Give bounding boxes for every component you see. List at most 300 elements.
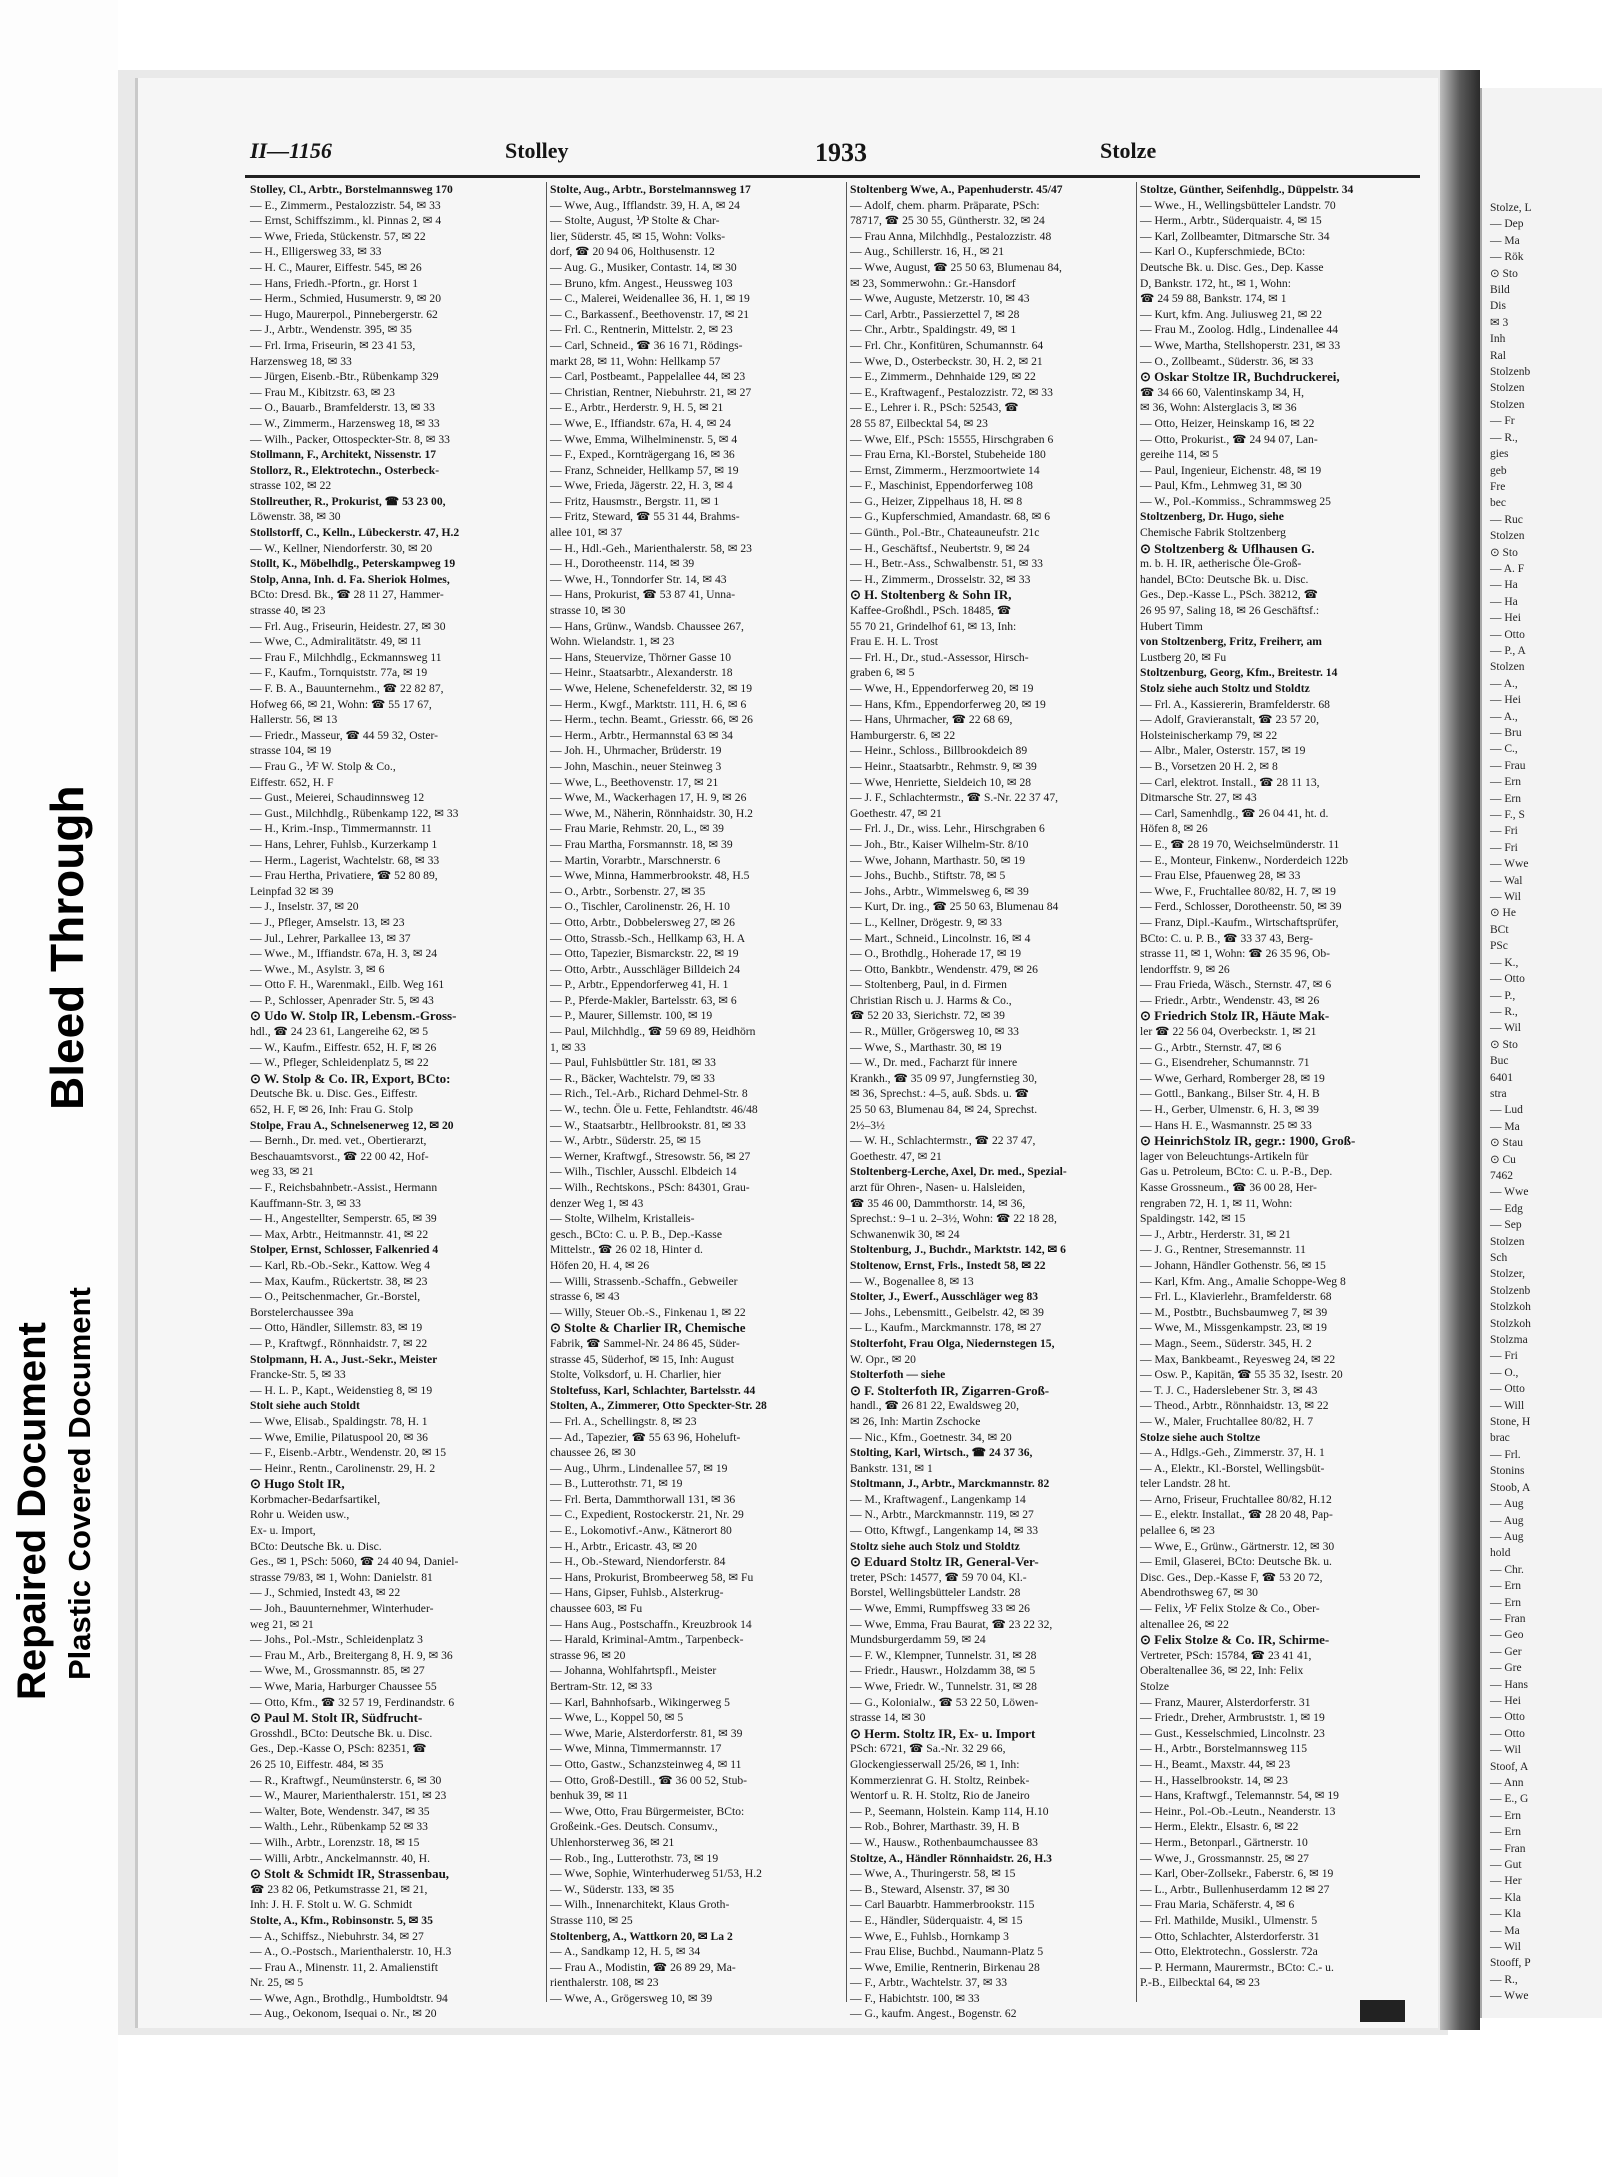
directory-entry-line: strasse 6, ✉ 43 (550, 1290, 620, 1304)
directory-entry-line: — Herm., Schmied, Husumerstr. 9, ✉ 20 (250, 292, 442, 306)
directory-entry-line: — O., Brothdlg., Hoherade 17, ✉ 19 (850, 947, 1022, 961)
directory-entry-line: ⊙ Stoltzenberg & Uflhausen G. (1140, 540, 1315, 556)
directory-entry-line: ✉ 23, Sommerwohn.: Gr.-Hansdorf (850, 276, 1016, 290)
neighbor-entry-line: — R., (1490, 431, 1518, 444)
directory-entry-line: PSch: 6721, ☎ Sa.-Nr. 32 29 66, (850, 1742, 1006, 1756)
directory-entry-line: ⊙ Herm. Stoltz IR, Ex- u. Import (850, 1725, 1036, 1741)
directory-entry-line: treter, PSch: 14577, ☎ 59 70 04, Kl.- (850, 1570, 1027, 1584)
directory-entry-line: — Wwe, H., Eppendorferweg 20, ✉ 19 (850, 682, 1034, 695)
directory-entry-line: — Johanna, Wohlfahrtspfl., Meister (550, 1664, 717, 1678)
directory-entry-line: Stoltefuss, Karl, Schlachter, Bartelsstr. 44 (550, 1383, 756, 1397)
directory-entry-line: — Max, Arbtr., Heitmannstr. 41, ✉ 22 (250, 1227, 429, 1241)
directory-entry-line: Stolp, Anna, Inh. d. Fa. Sheriok Holmes, (250, 572, 450, 586)
directory-entry-line: ☎ 23 82 06, Petkumstrasse 21, ✉ 21, (250, 1882, 428, 1896)
neighbor-entry-line: geb (1490, 464, 1507, 477)
directory-entry-line: strasse 40, ✉ 23 (250, 604, 326, 618)
directory-entry-line: — Wwe., H., Wellingsbütteler Landstr. 70 (1140, 198, 1336, 212)
directory-entry-line: — Frl. Berta, Dammthorwall 131, ✉ 36 (550, 1492, 736, 1506)
directory-entry-line: — C., Malerei, Weidenallee 36, H. 1, ✉ 19 (550, 292, 750, 306)
directory-entry-line: — Harald, Kriminal-Amtm., Tarpenbeck- (550, 1633, 744, 1647)
directory-entry-line: — Carl Bauarbtr. Hammerbrookstr. 115 (850, 1898, 1035, 1912)
directory-entry-line: — Aug. G., Musiker, Contastr. 14, ✉ 30 (550, 260, 737, 274)
directory-entry-line: — Karl O., Kupferschmiede, BCto: (1140, 245, 1306, 259)
directory-entry-line: — Wwe, Auguste, Metzerstr. 10, ✉ 43 (850, 292, 1030, 306)
directory-entry-line: — J., Schmied, Instedt 43, ✉ 22 (250, 1586, 401, 1600)
directory-entry-line: ✉ 26, Inh: Martin Zschocke (850, 1414, 981, 1428)
directory-entry-line: rienthalerstr. 108, ✉ 23 (550, 1976, 659, 1990)
directory-entry-line: Sprechst.: 9–1 u. 2–3½, Wohn: ☎ 22 18 28, (850, 1212, 1057, 1226)
directory-entry-line: — Bruno, kfm. Angest., Heussweg 103 (550, 276, 733, 290)
directory-entry-line: allee 101, ✉ 37 (550, 526, 623, 540)
directory-entry-line: — Wwe, Minna, Hammerbrookstr. 48, H.5 (550, 869, 750, 883)
directory-entry-line: — F. W., Klempner, Tunnelstr. 31, ✉ 28 (850, 1648, 1037, 1662)
directory-entry-line: — Nic., Kfm., Goetnestr. 34, ✉ 20 (850, 1430, 1012, 1444)
directory-entry-line: strasse 102, ✉ 22 (250, 479, 332, 493)
directory-entry-line: Disc. Ges., Dep.-Kasse F, ☎ 53 20 72, (1140, 1570, 1323, 1584)
directory-entry-line: Bertram-Str. 12, ✉ 33 (550, 1680, 653, 1693)
directory-entry-line: — H., Zimmerm., Drosselstr. 32, ✉ 33 (850, 572, 1031, 586)
directory-entry-line: Stolper, Ernst, Schlosser, Falkenried 4 (250, 1243, 439, 1257)
directory-entry-line: — Wwe, E., Fuhlsb., Hornkamp 3 (850, 1929, 1009, 1943)
directory-entry-line: — Hans, Lehrer, Fuhlsb., Kurzerkamp 1 (250, 837, 438, 851)
directory-entry-line: — Wwe, Emma, Frau Baurat, ☎ 23 22 32, (850, 1617, 1053, 1631)
directory-entry-line: — W., Zimmerm., Harzensweg 18, ✉ 33 (250, 416, 440, 430)
directory-entry-line: Stoltze, Günther, Seifenhdlg., Düppelstr. 34 (1140, 183, 1354, 196)
directory-entry-line: — Johs., Buchb., Stiftstr. 78, ✉ 5 (850, 869, 1006, 883)
directory-entry-line: Stoltz siehe auch Stolz und Stoldtz (850, 1539, 1020, 1553)
directory-entry-line: — Wwe, D., Osterbeckstr. 30, H. 2, ✉ 21 (850, 354, 1043, 368)
neighbor-entry-line: — Ma (1490, 1120, 1520, 1133)
neighbor-entry-line: bec (1490, 497, 1506, 510)
directory-entry-line: — Otto, Groß-Destill., ☎ 36 00 52, Stub- (550, 1773, 748, 1787)
directory-entry-line: altenallee 26, ✉ 22 (1140, 1617, 1229, 1631)
directory-entry-line: — H., Ob.-Steward, Niendorferstr. 84 (550, 1555, 726, 1569)
neighbor-entry-line: — Ger (1490, 1645, 1522, 1658)
neighbor-entry-line: — A., (1490, 677, 1518, 690)
directory-entry-line: — E., elektr. Installat., ☎ 28 20 48, Pap- (1140, 1508, 1333, 1522)
directory-entry-line: — B., Lutterothstr. 71, ✉ 19 (550, 1477, 683, 1491)
directory-entry-line: Kauffmann-Str. 3, ✉ 33 (250, 1196, 361, 1210)
neighbor-entry-line: — Ma (1490, 1924, 1520, 1937)
neighbor-entry-line: — Aug (1490, 1514, 1524, 1527)
directory-entry-line: Eiffestr. 652, H. F (250, 775, 334, 789)
directory-entry-line: — G., Kupferschmied, Amandastr. 68, ✉ 6 (850, 510, 1051, 524)
directory-entry-line: — Wilh., Packer, Ottospeckter-Str. 8, ✉ 33 (250, 432, 450, 446)
directory-entry-line: Schwanenwik 30, ✉ 24 (850, 1227, 960, 1241)
neighbor-entry-line: Buc (1490, 1055, 1509, 1068)
neighbor-entry-line: — Geo (1490, 1629, 1524, 1642)
directory-entry-line: — Frau M., Arb., Breitergang 8, H. 9, ✉ 36 (250, 1648, 453, 1662)
directory-entry-line: Stollorz, R., Elektrotechn., Osterbeck- (250, 463, 440, 477)
directory-entry-line: — H., Arbtr., Borstelmannsweg 115 (1140, 1742, 1308, 1756)
directory-entry-line: Stoltzenburg, Georg, Kfm., Breitestr. 14 (1140, 666, 1338, 680)
neighbor-entry-line: — Dep (1490, 218, 1524, 231)
directory-entry-line: — W., Bogenallee 8, ✉ 13 (850, 1274, 974, 1288)
directory-entry-line: — F., Maschinist, Eppendorferweg 108 (850, 479, 1033, 493)
directory-entry-line: — Wwe, Gerhard, Romberger 28, ✉ 19 (1140, 1071, 1325, 1085)
neighbor-entry-line: Fre (1490, 480, 1506, 493)
directory-entry-line: — Frau Frieda, Wäsch., Sternstr. 47, ✉ 6 (1140, 978, 1332, 992)
directory-entry-line: — Paul, Fuhlsbüttler Str. 181, ✉ 33 (550, 1056, 716, 1070)
directory-entry-line: — Joh. H., Uhrmacher, Brüderstr. 19 (550, 744, 722, 758)
neighbor-entry-line: — Aug (1490, 1530, 1524, 1543)
neighbor-entry-line: — Gut (1490, 1859, 1522, 1872)
directory-entry-line: — C., Expedient, Rostockerstr. 21, Nr. 29 (550, 1508, 744, 1522)
directory-entry-line: — Karl, Zollbeamter, Ditmarsche Str. 34 (1140, 229, 1330, 243)
directory-entry-line: — Wwe, M., Grossmannstr. 85, ✉ 27 (250, 1664, 425, 1678)
spine-label-repaired: Repaired Document (10, 1322, 54, 1700)
directory-entry-line: — W., Dr. med., Facharzt für innere (850, 1056, 1018, 1070)
directory-entry-line: — H., Hasselbrookstr. 14, ✉ 23 (1140, 1773, 1288, 1787)
neighbor-entry-line: — Chr. (1490, 1563, 1524, 1576)
directory-entry-line: — M., Kraftwagenf., Langenkamp 14 (850, 1492, 1026, 1506)
neighbor-entry-line: — Hei (1490, 694, 1521, 707)
neighbor-entry-line: — Otto (1490, 628, 1525, 641)
directory-entry-line: — Jürgen, Eisenb.-Btr., Rübenkamp 329 (250, 370, 439, 384)
neighbor-entry-line: ⊙ Cu (1490, 1153, 1516, 1166)
directory-entry-line: — Wwe, A., Grögersweg 10, ✉ 39 (550, 1991, 713, 2005)
directory-entry-line: Inh: J. H. F. Stolt u. W. G. Schmidt (250, 1898, 413, 1912)
directory-entry-line: — P. Hermann, Maurermstr., BCto: C.- u. (1140, 1960, 1334, 1974)
directory-entry-line: Uhlenhorsterweg 36, ✉ 21 (550, 1835, 675, 1849)
directory-entry-line: ⊙ Felix Stolze & Co. IR, Schirme- (1140, 1632, 1330, 1648)
directory-entry-line: — O., Bauarb., Bramfelderstr. 13, ✉ 33 (250, 401, 435, 415)
directory-entry-line: Christian Risch u. J. Harms & Co., (850, 993, 1012, 1007)
neighbor-entry-line: — Frau (1490, 759, 1526, 772)
directory-entry-line: — Paul, Ingenieur, Eichenstr. 48, ✉ 19 (1140, 463, 1322, 477)
directory-entry-line: denzer Weg 1, ✉ 43 (550, 1196, 644, 1210)
directory-entry-line: — E., Arbtr., Herderstr. 9, H. 5, ✉ 21 (550, 401, 724, 415)
directory-entry-line: — W., Hausw., Rothenbaumchaussee 83 (850, 1835, 1038, 1849)
directory-entry-line: — Otto, Kfm., ☎ 32 57 19, Ferdinandstr. 6 (250, 1695, 455, 1709)
directory-entry-line: — Ernst, Zimmerm., Herzmoortwiete 14 (850, 463, 1040, 477)
directory-entry-line: m. b. H. IR, aetherische Öle-Groß- (1140, 557, 1302, 571)
directory-entry-line: — Martin, Vorarbtr., Marschnerstr. 6 (550, 853, 721, 867)
directory-entry-line: — Albr., Maler, Osterstr. 157, ✉ 19 (1140, 744, 1306, 758)
directory-entry-line: — Wwe, Otto, Frau Bürgermeister, BCto: (550, 1804, 745, 1818)
directory-entry-line: — F., Habichtstr. 100, ✉ 33 (850, 1991, 980, 2005)
directory-entry-line: — P., Pferde-Makler, Bartelsstr. 63, ✉ 6 (550, 993, 737, 1007)
neighbor-entry-line: — Otto (1490, 1727, 1525, 1740)
directory-entry-line: Lustberg 20, ✉ Fu (1140, 650, 1227, 664)
directory-entry-line: — G., kaufm. Angest., Bogenstr. 62 (850, 2007, 1017, 2021)
neighbor-entry-line: — Sep (1490, 1219, 1522, 1232)
directory-entry-line: — Paul, Kfm., Lehmweg 31, ✉ 30 (1140, 479, 1302, 493)
directory-entry-line: — Theod., Arbtr., Rönnhaidstr. 13, ✉ 22 (1140, 1399, 1329, 1413)
directory-entry-line: Stoltenow, Ernst, Frls., Instedt 58, ✉ 22 (850, 1258, 1046, 1272)
directory-entry-line: — Otto, Elektrotechn., Gosslerstr. 72a (1140, 1945, 1318, 1959)
directory-entry-line: Kaffee-Großhdl., PSch. 18485, ☎ (850, 604, 1012, 618)
neighbor-entry-line: — Ern (1490, 1826, 1521, 1839)
directory-entry-line: — Karl, Rb.-Ob.-Sekr., Kattow. Weg 4 (250, 1258, 431, 1272)
directory-entry-line: — O., Arbtr., Sorbenstr. 27, ✉ 35 (550, 884, 706, 898)
directory-entry-line: — Franz, Dipl.-Kaufm., Wirtschaftsprüfer, (1140, 915, 1339, 929)
directory-entry-line: — Wilh., Arbtr., Lorenzstr. 18, ✉ 15 (250, 1835, 420, 1849)
directory-entry-line: Höfen 20, H. 4, ✉ 26 (550, 1258, 650, 1272)
directory-entry-line: — Kurt, kfm. Ang. Juliusweg 21, ✉ 22 (1140, 307, 1323, 321)
neighbor-entry-line: — Lud (1490, 1104, 1523, 1117)
directory-entry-line: Stolze siehe auch Stoltze (1140, 1430, 1261, 1444)
neighbor-entry-line: Stolze, L (1490, 202, 1532, 214)
neighbor-entry-line: — Ma (1490, 234, 1520, 247)
directory-entry-line: — Herm., Elektr., Elsastr. 6, ✉ 22 (1140, 1820, 1299, 1834)
directory-entry-line: — Mart., Schneid., Lincolnstr. 16, ✉ 4 (850, 931, 1031, 945)
neighbor-entry-line: Stoof, A (1490, 1760, 1529, 1773)
page-year: 1933 (815, 138, 867, 167)
directory-entry-line: BCto: Deutsche Bk. u. Disc. (250, 1539, 382, 1553)
neighbor-entry-line: Stooff, P (1490, 1957, 1531, 1970)
directory-entry-line: — Wwe, Emmi, Rumpffsweg 33 ✉ 26 (850, 1602, 1030, 1616)
directory-entry-line: — Adolf, chem. pharm. Präparate, PSch: (850, 198, 1040, 212)
neighbor-entry-line: — Ern (1490, 1809, 1521, 1822)
neighbor-entry-line: — R., (1490, 1005, 1518, 1018)
directory-entry-line: — Frl. Irma, Friseurin, ✉ 23 41 53, (250, 338, 416, 352)
neighbor-entry-line: — Ern (1490, 776, 1521, 789)
directory-entry-line: Chemische Fabrik Stoltzenberg (1140, 526, 1286, 540)
directory-entry-line: — Frau M., Kibitzstr. 63, ✉ 23 (250, 385, 395, 399)
directory-entry-line: Kommerzienrat G. H. Stoltz, Reinbek- (850, 1773, 1030, 1787)
directory-entry-line: — W., Staatsarbtr., Hellbrookstr. 81, ✉ 33 (550, 1118, 746, 1132)
directory-entry-line: — Otto, Gastw., Schanzsteinweg 4, ✉ 11 (550, 1757, 742, 1771)
directory-entry-line: Stoltenberg Wwe, A., Papenhuderstr. 45/47 (850, 183, 1063, 196)
directory-entry-line: — Frau A., Modistin, ☎ 26 89 29, Ma- (550, 1960, 736, 1974)
neighbor-entry-line: — Gre (1490, 1662, 1522, 1675)
directory-entry-line: — Wwe, Elf., PSch: 15555, Hirschgraben 6 (850, 432, 1054, 446)
directory-entry-line: — W., Kaufm., Eiffestr. 652, H. F, ✉ 26 (250, 1040, 437, 1054)
neighbor-entry-line: gies (1490, 448, 1509, 461)
neighbor-entry-line: — Fri (1490, 825, 1518, 838)
directory-entry-line: ⊙ Friedrich Stolz IR, Häute Mak- (1140, 1008, 1330, 1024)
directory-entry-line: Ges., Dep.-Kasse O, PSch: 82351, ☎ (250, 1742, 427, 1756)
directory-entry-line: — Otto, Arbtr., Ausschläger Billdeich 24 (550, 962, 740, 976)
directory-entry-line: — Frau Anna, Milchhdlg., Pestalozzistr. 48 (850, 229, 1052, 243)
directory-entry-line: — Frl. A., Schellingstr. 8, ✉ 23 (550, 1414, 697, 1428)
directory-entry-line: — Otto, Prokurist., ☎ 24 94 07, Lan- (1140, 432, 1318, 446)
directory-entry-line: Stollreuther, R., Prokurist, ☎ 53 23 00, (250, 494, 446, 508)
directory-entry-line: — W., Arbtr., Süderstr. 25, ✉ 15 (550, 1134, 701, 1148)
directory-entry-line: — G., Eisendreher, Schumannstr. 71 (1140, 1056, 1310, 1070)
directory-entry-line: Stolley, Cl., Arbtr., Borstelmannsweg 170 (250, 183, 453, 196)
directory-entry-line: — Johann, Händler Gothenstr. 56, ✉ 15 (1140, 1258, 1326, 1272)
directory-entry-line: — Friedr., Masseur, ☎ 44 59 32, Oster- (250, 728, 438, 742)
neighbor-entry-line: — Otto (1490, 1711, 1525, 1724)
neighbor-entry-line: — E., G (1490, 1793, 1529, 1806)
directory-entry-line: 25 50 63, Blumenau 84, ✉ 24, Sprechst. (850, 1103, 1038, 1117)
directory-entry-line: — R., Müller, Grögersweg 10, ✉ 33 (850, 1025, 1019, 1039)
directory-entry-line: — A., Schiffsz., Niebuhrstr. 34, ✉ 27 (250, 1929, 424, 1943)
directory-entry-line: — Wwe, Henriette, Sieldeich 10, ✉ 28 (850, 775, 1032, 789)
directory-entry-line: Stoltenberg, A., Wattkorn 20, ✉ La 2 (550, 1929, 733, 1943)
directory-entry-line: — Max, Bankbeamt., Reyesweg 24, ✉ 22 (1140, 1352, 1336, 1366)
directory-entry-line: — M., Postbtr., Buchsbaumweg 7, ✉ 39 (1140, 1305, 1328, 1319)
neighbor-entry-line: Stonins (1490, 1465, 1525, 1478)
page-volume: II—1156 (250, 138, 332, 163)
directory-entry-line: Hamburgerstr. 6, ✉ 22 (850, 728, 956, 742)
directory-entry-line: Deutsche Bk. u. Disc. Ges., Dep. Kasse (1140, 260, 1324, 274)
neighbor-entry-line: — Wwe (1490, 858, 1529, 871)
directory-entry-line: — Frau F., Milchhdlg., Eckmannsweg 11 (250, 650, 442, 664)
directory-entry-line: — Heinr., Rentn., Carolinenstr. 29, H. 2 (250, 1461, 436, 1475)
spine-label-plastic: Plastic Covered Document (62, 1287, 97, 1680)
neighbor-entry-line: Bild (1490, 284, 1510, 297)
directory-entry-line: Mittelstr., ☎ 26 02 18, Hinter d. (550, 1243, 703, 1257)
directory-entry-line: — R., Bäcker, Wachtelstr. 79, ✉ 33 (550, 1071, 715, 1085)
directory-entry-line: — J., Pfleger, Amselstr. 13, ✉ 23 (250, 915, 405, 929)
neighbor-entry-line: hold (1490, 1547, 1511, 1560)
directory-entry-line: — Frl. H., Dr., stud.-Assessor, Hirsch- (850, 650, 1029, 664)
directory-entry-line: Stolte, Aug., Arbtr., Borstelmannsweg 17 (550, 183, 751, 196)
directory-entry-line: — Wwe, Emilie, Rentnerin, Birkenau 28 (850, 1960, 1040, 1974)
directory-entry-line: — Willi, Strassenb.-Schaffn., Gebweiler (550, 1274, 738, 1288)
directory-entry-line: Stolz siehe auch Stoltz und Stoldtz (1140, 682, 1310, 695)
directory-entry-line: — Hans, Friedh.-Pfortn., gr. Horst 1 (250, 276, 419, 290)
neighbor-entry-line: — Wil (1490, 1941, 1521, 1954)
directory-entry-line: — Hugo, Maurerpol., Pinnebergerstr. 62 (250, 307, 438, 321)
directory-entry-line: Oberaltenallee 36, ✉ 22, Inh: Felix (1140, 1664, 1304, 1678)
directory-entry-line: — P., Schlosser, Apenrader Str. 5, ✉ 43 (250, 993, 434, 1007)
directory-entry-line: lager von Beleuchtungs-Artikeln für (1140, 1149, 1309, 1163)
directory-entry-line: — Heinr., Pol.-Ob.-Leutn., Neanderstr. 13 (1140, 1804, 1336, 1818)
directory-entry-line: — Frau Erna, Kl.-Borstel, Stubeheide 180 (850, 448, 1046, 462)
neighbor-entry-line: 7462 (1490, 1169, 1513, 1182)
directory-entry-line: — A., Hdlgs.-Geh., Zimmerstr. 37, H. 1 (1140, 1446, 1325, 1460)
directory-entry-line: gesch., BCto: C. u. P. B., Dep.-Kasse (550, 1227, 722, 1241)
directory-entry-line: strasse 11, ✉ 1, Wohn: ☎ 26 35 96, Ob- (1140, 947, 1331, 961)
neighbor-entry-line: — Fr (1490, 415, 1515, 428)
directory-entry-line: Frau E. H. L. Trost (850, 635, 938, 649)
neighbor-entry-line: Stone, H (1490, 1416, 1531, 1429)
directory-entry-line: — Frl. L., Klavierlehr., Bramfelderstr. 68 (1140, 1290, 1332, 1304)
directory-entry-line: — Rob., Bohrer, Marthastr. 39, H. B (850, 1820, 1020, 1834)
directory-entry-line: — Osw. P., Kapitän, ☎ 55 35 32, Isestr. 20 (1140, 1368, 1343, 1382)
neighbor-entry-line: — Wil (1490, 1022, 1521, 1035)
directory-entry-line: lendorffstr. 9, ✉ 26 (1140, 962, 1230, 976)
directory-entry-line: — J. F., Schlachtermstr., ☎ S.-Nr. 22 37 47, (850, 791, 1059, 805)
directory-entry-line: — Wwe, Johann, Marthastr. 50, ✉ 19 (850, 853, 1026, 867)
neighbor-entry-line: — P., (1490, 989, 1516, 1002)
neighbor-entry-line: Sch (1490, 1252, 1508, 1264)
directory-entry-line: — Willi, Arbtr., Anckelmannstr. 40, H. (250, 1851, 430, 1865)
directory-entry-line: — Hans, Gipser, Fuhlsb., Alsterkrug- (550, 1586, 724, 1600)
directory-entry-line: — Frau Maria, Schäferstr. 4, ✉ 6 (1140, 1898, 1295, 1912)
directory-entry-line: Hofweg 66, ✉ 21, Wohn: ☎ 55 17 67, (250, 697, 432, 711)
directory-entry-line: — Wwe, M., Näherin, Rönnhaidstr. 30, H.2 (550, 806, 753, 820)
neighbor-entry-line: stra (1490, 1087, 1507, 1100)
directory-entry-line: — Wwe, Minna, Timmermannstr. 17 (550, 1742, 722, 1756)
directory-entry-line: lier, Süderstr. 45, ✉ 15, Wohn: Volks- (550, 229, 726, 243)
directory-entry-line: — Hans H. E., Wasmannstr. 25 ✉ 33 (1140, 1118, 1312, 1132)
directory-entry-line: — E., Lehrer i. R., PSch: 52543, ☎ (850, 401, 1019, 415)
neighbor-entry-line: — Kla (1490, 1908, 1521, 1921)
neighbor-entry-line: — K., (1490, 956, 1519, 969)
directory-entry-line: — N., Arbtr., Marckmannstr. 119, ✉ 27 (850, 1508, 1034, 1522)
directory-entry-line: Großeink.-Ges. Deutsch. Consumv., (550, 1820, 718, 1834)
directory-entry-line: — W., Maurer, Marienthalerstr. 151, ✉ 23 (250, 1789, 447, 1803)
directory-entry-line: Grosshdl., BCto: Deutsche Bk. u. Disc. (250, 1726, 433, 1740)
neighbor-entry-line: — Hei (1490, 612, 1521, 625)
directory-entry-line: — Stolte, Wilhelm, Kristalleis- (550, 1212, 695, 1226)
directory-entry-line: — Otto, Heizer, Heinskamp 16, ✉ 22 (1140, 416, 1315, 430)
neighbor-entry-line: — Bru (1490, 727, 1522, 739)
directory-entry-line: — Wwe, August, ☎ 25 50 63, Blumenau 84, (850, 260, 1062, 274)
directory-entry-line: — Wwe, Friedr. W., Tunnelstr. 31, ✉ 28 (850, 1680, 1037, 1693)
neighbor-entry-line: Stolzen (1490, 1235, 1525, 1248)
directory-entry-line: handel, BCto: Deutsche Bk. u. Disc. (1140, 572, 1309, 586)
directory-entry-line: — Aug., Schillerstr. 16, H., ✉ 21 (850, 245, 1004, 259)
directory-entry-line: — Wwe, Agn., Brothdlg., Humboldtstr. 94 (250, 1991, 448, 2005)
directory-entry-line: — Stolte, August, ⅟P Stolte & Char- (550, 214, 720, 228)
directory-entry-line: — W., Pol.-Kommiss., Schrammsweg 25 (1140, 494, 1331, 508)
directory-entry-line: — Bernh., Dr. med. vet., Obertierarzt, (250, 1134, 427, 1148)
column-divider (546, 182, 547, 2002)
neighbor-entry-line: — P., A (1490, 644, 1526, 657)
directory-entry-line: Stolt siehe auch Stoldt (250, 1399, 360, 1413)
directory-entry-line: — Herm., Kwgf., Marktstr. 111, H. 6, ✉ 6 (550, 697, 747, 711)
directory-entry-line: dorf, ☎ 20 94 06, Holthusenstr. 12 (550, 245, 715, 259)
directory-entry-line: — Gust., Milchhdlg., Rübenkamp 122, ✉ 33 (250, 806, 459, 820)
neighbor-entry-line: — Otto (1490, 1383, 1525, 1396)
directory-entry-line: — Wwe, S., Marthastr. 30, ✉ 19 (850, 1040, 1002, 1054)
directory-entry-line: — Frl. A., Kassiererin, Bramfelderstr. 68 (1140, 697, 1330, 711)
directory-entry-line: — W., Kellner, Niendorferstr. 30, ✉ 20 (250, 541, 433, 555)
directory-entry-line: — Wwe, E., Iffiandstr. 67a, H. 4, ✉ 24 (550, 416, 731, 430)
directory-entry-line: Fabrik, ☎ Sammel-Nr. 24 86 45, Süder- (550, 1336, 740, 1350)
neighbor-entry-line: — F., S (1490, 809, 1525, 822)
directory-entry-line: Hallerstr. 56, ✉ 13 (250, 713, 338, 727)
directory-entry-line: — H., Geschäftsf., Neubertstr. 9, ✉ 24 (850, 541, 1030, 555)
directory-entry-line: — E., Monteur, Finkenw., Norderdeich 122b (1140, 853, 1349, 867)
directory-entry-line: — E., Zimmerm., Pestalozzistr. 54, ✉ 33 (250, 198, 441, 212)
neighbor-entry-line: ✉ 3 (1490, 316, 1509, 329)
directory-entry-line: — Ferd., Schlosser, Dorotheenstr. 50, ✉ 39 (1140, 900, 1342, 914)
directory-entry-line: — A., Elektr., Kl.-Borstel, Wellingsbüt- (1140, 1461, 1325, 1475)
directory-entry-line: — F., Kaufm., Tornquiststr. 77a, ✉ 19 (250, 666, 428, 680)
directory-entry-line: ⊙ Eduard Stoltz IR, General-Ver- (850, 1554, 1039, 1570)
directory-entry-line: — J., Arbtr., Herderstr. 31, ✉ 21 (1140, 1227, 1291, 1241)
neighbor-entry-line: — C., (1490, 743, 1518, 756)
directory-entry-line: 1, ✉ 33 (550, 1040, 586, 1054)
directory-entry-line: Löwenstr. 38, ✉ 30 (250, 510, 341, 524)
directory-entry-line: — Frau Hertha, Privatiere, ☎ 52 80 89, (250, 869, 438, 883)
neighbor-entry-line: — Fri (1490, 841, 1518, 854)
directory-entry-line: Rohr u. Weiden usw., (250, 1508, 350, 1522)
directory-entry-line: — Frau G., ⅟F W. Stolp & Co., (250, 759, 396, 773)
directory-entry-line: Höfen 8, ✉ 26 (1140, 822, 1208, 836)
directory-entry-line: — P., Seemann, Holstein. Kamp 114, H.10 (850, 1804, 1049, 1818)
directory-entry-line: — Frau Elise, Buchbd., Naumann-Platz 5 (850, 1945, 1044, 1959)
neighbor-entry-line: BCt (1490, 923, 1509, 936)
directory-entry-line: — Otto, Schlachter, Alsterdorferstr. 31 (1140, 1929, 1320, 1943)
directory-entry-line: — H., Betr.-Ass., Schwalbenstr. 51, ✉ 33 (850, 557, 1043, 571)
directory-entry-line: Borstel, Wellingsbütteler Landstr. 28 (850, 1586, 1021, 1600)
directory-entry-line: — L., Kaufm., Marckmannstr. 178, ✉ 27 (850, 1321, 1042, 1335)
directory-entry-line: — Otto, Tapezier, Bismarckstr. 22, ✉ 19 (550, 947, 739, 961)
directory-entry-line: — Johs., Pol.-Mstr., Schleidenplatz 3 (250, 1633, 423, 1647)
directory-entry-line: — H., Dorotheenstr. 114, ✉ 39 (550, 557, 695, 571)
directory-entry-line: — E., ☎ 28 19 70, Weichselmünderstr. 11 (1140, 837, 1340, 851)
directory-entry-line: — E., Händler, Süderquaistr. 4, ✉ 15 (850, 1913, 1023, 1927)
neighbor-entry-line: — Ann (1490, 1777, 1524, 1789)
directory-entry-line: — Frau M., Zoolog. Hdlg., Lindenallee 44 (1140, 323, 1339, 337)
directory-entry-line: Goethestr. 47, ✉ 21 (850, 1149, 942, 1163)
directory-entry-line: — Wwe, C., Admiralitätstr. 49, ✉ 11 (250, 635, 422, 649)
directory-entry-line: Stolterfoth — siehe (850, 1368, 946, 1382)
directory-entry-line: — Walth., Lehr., Rübenkamp 52 ✉ 33 (250, 1820, 428, 1834)
directory-entry-line: hdl., ☎ 24 23 61, Langereihe 62, ✉ 5 (250, 1025, 429, 1039)
directory-entry-line: — B., Vorsetzen 20 H. 2, ✉ 8 (1140, 759, 1278, 773)
directory-entry-line: 652, H. F, ✉ 26, Inh: Frau G. Stolp (250, 1103, 414, 1117)
directory-entry-line: weg 21, ✉ 21 (250, 1617, 314, 1631)
